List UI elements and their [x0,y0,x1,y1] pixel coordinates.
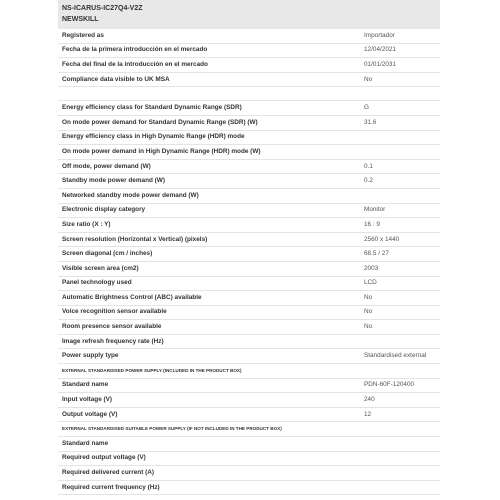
row-label: Networked standby mode power demand (W) [62,191,199,199]
row-value: No [364,75,373,83]
table-row [58,466,440,481]
row-label: Screen resolution (Horizontal x Vertical) (pixels) [62,235,208,243]
row-label: Input voltage (V) [62,396,113,404]
row-label: Fecha del final de la introducción en el mercado [62,60,208,68]
table-row [58,335,440,350]
row-value: No [364,293,373,301]
table-row [58,277,440,292]
table-row [58,101,440,116]
table-row [58,174,440,189]
table-row [58,233,440,248]
row-value: 0.2 [364,177,373,185]
section-heading-suitable-psu: EXTERNAL STANDARDISED SUITABLE POWER SUPPLY (IF NOT INCLUDED IN THE PRODUCT BOX) [58,422,440,437]
table-row [58,262,440,277]
table-row [58,204,440,219]
registration-group [58,29,440,87]
table-row [58,393,440,408]
row-label: On mode power demand for Standard Dynamic Range (SDR) (W) [62,118,258,126]
row-value: 01/01/2031 [364,60,396,68]
row-label: Standard name [62,439,109,447]
row-label: Panel technology used [62,279,132,287]
row-label: Fecha de la primera introducción en el mercado [62,46,208,54]
row-value: 31.6 [364,118,377,126]
brand-name: NEWSKILL [62,16,99,23]
row-value: 16 : 9 [364,220,380,228]
row-value: No [364,308,373,316]
section-heading-included-psu: EXTERNAL STANDARDISED POWER SUPPLY (INCLUDED IN THE PRODUCT BOX) [58,364,440,379]
row-label: Off mode, power demand (W) [62,162,151,170]
row-label: Energy efficiency class for Standard Dynamic Range (SDR) [62,104,242,112]
row-label: Power supply type [62,352,119,360]
row-label: Required output voltage (V) [62,454,146,462]
table-row [58,306,440,321]
table-row [58,160,440,175]
table-row [58,58,440,73]
table-row [58,218,440,233]
table-row [58,452,440,467]
row-label: Room presence sensor available [62,323,162,331]
row-value: Importador [364,31,395,39]
table-row [58,379,440,394]
row-label: Output voltage (V) [62,410,118,418]
row-value: 0.1 [364,162,373,170]
table-row [58,189,440,204]
row-label: Compliance data visible to UK MSA [62,75,170,83]
table-row [58,44,440,59]
row-label: Registered as [62,31,104,39]
row-value: G [364,104,369,112]
row-label: Screen diagonal (cm / inches) [62,250,153,258]
row-label: Size ratio (X : Y) [62,220,111,228]
table-row [58,247,440,262]
table-row [58,145,440,160]
row-value: LCD [364,279,377,287]
row-value: 12 [364,410,372,418]
energy-group [58,101,440,364]
table-row [58,320,440,335]
row-label: Voice recognition sensor available [62,308,167,316]
row-value: PDN-60F-120400 [364,381,415,389]
product-header [58,0,440,29]
row-value: No [364,323,373,331]
row-label: Standard name [62,381,109,389]
row-value: 12/04/2021 [364,46,396,54]
row-label: Required delivered current (A) [62,469,154,477]
model-name: NS-ICARUS-IC27Q4-V2Z [62,5,143,12]
row-value: Monitor [364,206,386,214]
table-row [58,73,440,88]
group-spacer [58,87,440,101]
row-label: Standby mode power demand (W) [62,177,165,185]
row-label: Required current frequency (Hz) [62,483,160,491]
table-row [58,408,440,423]
table-row [58,349,440,364]
table-row [58,29,440,44]
row-value: 240 [364,396,375,404]
table-row [58,291,440,306]
row-label: Visible screen area (cm2) [62,264,139,272]
row-label: Image refresh frequency rate (Hz) [62,337,164,345]
row-value: 2560 x 1440 [364,235,400,243]
row-value: Standardised external [364,352,427,360]
row-label: Electronic display category [62,206,146,214]
row-label: On mode power demand in High Dynamic Range (HDR) mode (W) [62,147,261,155]
row-label: Energy efficiency class in High Dynamic Range (HDR) mode [62,133,245,141]
product-sheet [58,0,440,495]
row-value: 2003 [364,264,379,272]
included-psu-group [58,379,440,423]
suitable-psu-group [58,437,440,495]
table-row [58,131,440,146]
row-label: Automatic Brightness Control (ABC) available [62,293,202,301]
table-row [58,437,440,452]
table-row [58,116,440,131]
row-value: 68.5 / 27 [364,250,389,258]
table-row [58,481,440,496]
